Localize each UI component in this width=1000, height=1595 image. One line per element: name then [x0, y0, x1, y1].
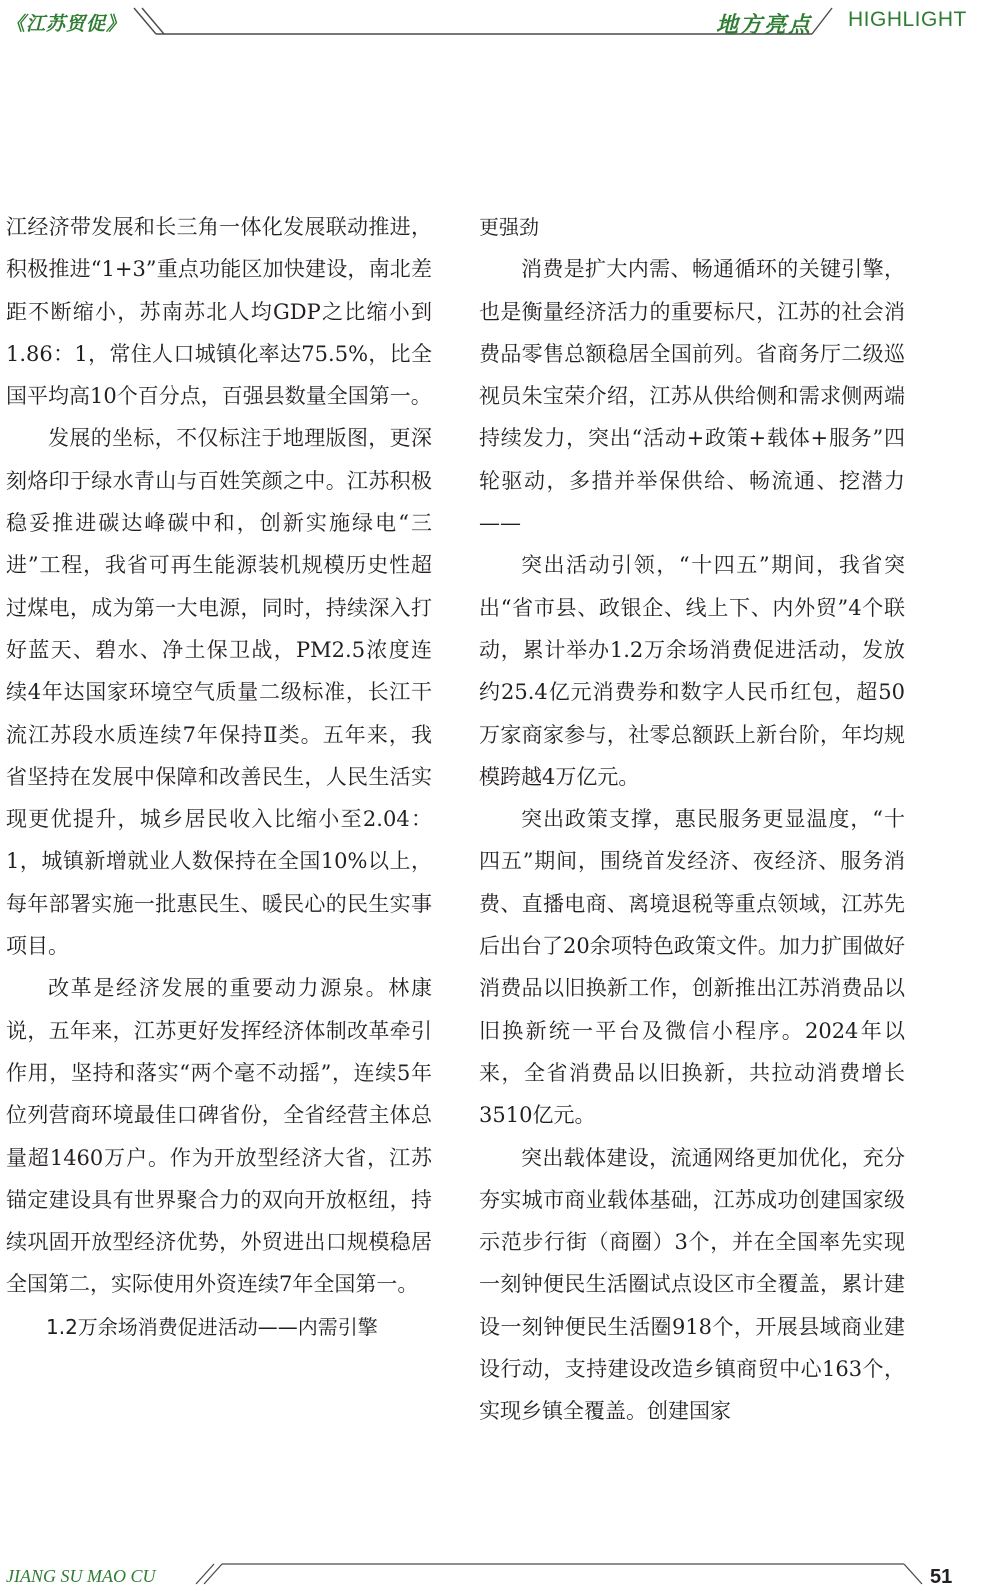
right-column — [479, 206, 905, 1433]
left-paragraph-1: 江经济带发展和长三角一体化发展联动推进，积极推进“1+3”重点功能区加快建设，南北差距不断缩小，苏南苏北人均GDP之比缩小到1.86：1，常住人口城镇化率达75.5%，比全国平均高10个百分点，百强县数量全国第一。 — [6, 215, 432, 409]
footer-rule — [196, 1564, 922, 1584]
section-name: 地方亮点 — [716, 12, 813, 38]
page-number: 51 — [930, 1566, 953, 1588]
left-column — [6, 206, 432, 1348]
right-paragraph-1: 消费是扩大内需、畅通循环的关键引擎，也是衡量经济活力的重要标尺，江苏的社会消费品零售总额稳居全国前列。省商务厅二级巡视员朱宝荣介绍，江苏从供给侧和需求侧两端持续发力，突出“活动+政策+载体+服务”四轮驱动，多措并举保供给、畅流通、挖潜力—— — [479, 257, 905, 536]
subheading-end: 更强劲 — [479, 215, 539, 239]
right-paragraph-4: 突出载体建设，流通网络更加优化，充分夯实城市商业载体基础，江苏成功创建国家级示范步行街（商圈）3个，并在全国率先实现一刻钟便民生活圈试点设区市全覆盖，累计建设一刻钟便民生活圈918个，开展县域商业建设行动，支持建设改造乡镇商贸中心163个，实现乡镇全覆盖。创建国家 — [479, 1145, 905, 1424]
magazine-name: 《江苏贸促》 — [6, 13, 127, 35]
subheading-start: 1.2万余场消费促进活动——内需引擎 — [46, 1314, 378, 1339]
section-label-en: HIGHLIGHT — [848, 8, 967, 31]
right-paragraph-2: 突出活动引领，“十四五”期间，我省突出“省市县、政银企、线上下、内外贸”4个联动，累计举办1.2万余场消费促进活动，发放约25.4亿元消费券和数字人民币红包，超50万家商家参与，社零总额跃上新台阶，年均规模跨越4万亿元。 — [479, 553, 905, 789]
left-paragraph-2: 发展的坐标，不仅标注于地理版图，更深刻烙印于绿水青山与百姓笑颜之中。江苏积极稳妥推进碳达峰碳中和，创新实施绿电“三进”工程，我省可再生能源装机规模历史性超过煤电，成为第一大电源，同时，持续深入打好蓝天、碧水、净土保卫战，PM2.5浓度连续4年达国家环境空气质量二级标准，长江干流江苏段水质连续7年保持Ⅱ类。五年来，我省坚持在发展中保障和改善民生，人民生活实现更优提升，城乡居民收入比缩小至2.04：1，城镇新增就业人数保持在全国10%以上，每年部署实施一批惠民生、暖民心的民生实事项目。 — [6, 426, 432, 959]
journal-pinyin-title: JIANG SU MAO CU — [6, 1566, 156, 1586]
right-paragraph-3: 突出政策支撑，惠民服务更显温度，“十四五”期间，围绕首发经济、夜经济、服务消费、直播电商、离境退税等重点领域，江苏先后出台了20余项特色政策文件。加力扩围做好消费品以旧换新工作，创新推出江苏消费品以旧换新统一平台及微信小程序。2024年以来，全省消费品以旧换新，共拉动消费增长3510亿元。 — [479, 807, 905, 1128]
left-paragraph-3: 改革是经济发展的重要动力源泉。林康说，五年来，江苏更好发挥经济体制改革牵引作用，坚持和落实“两个毫不动摇”，连续5年位列营商环境最佳口碑省份，全省经营主体总量超1460万户。作为开放型经济大省，江苏锚定建设具有世界聚合力的双向开放枢纽，持续巩固开放型经济优势，外贸进出口规模稳居全国第二，实际使用外资连续7年全国第一。 — [6, 976, 432, 1297]
